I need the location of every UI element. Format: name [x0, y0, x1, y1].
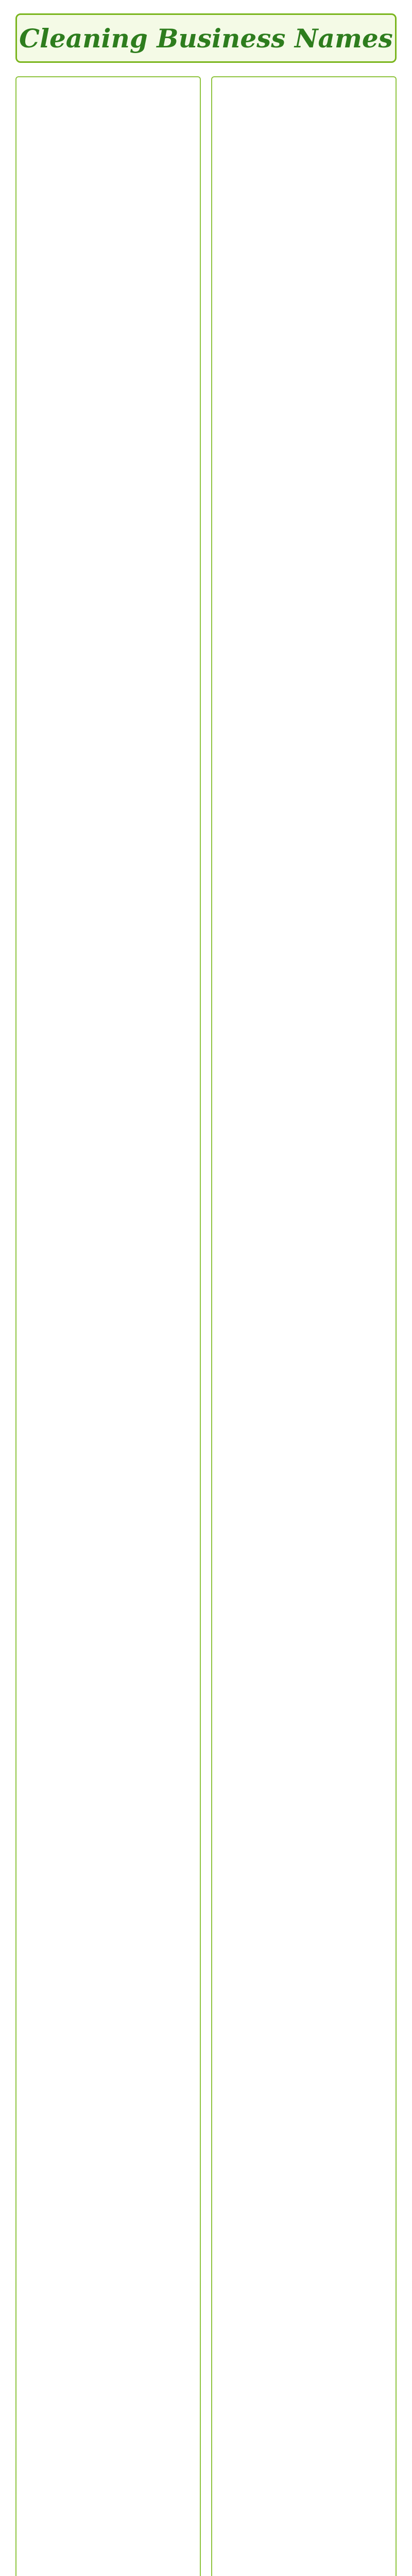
title-banner: [15, 13, 397, 63]
names-column-left: [15, 76, 201, 2576]
page-title: Cleaning Business Names: [19, 23, 393, 54]
names-column-right: [211, 76, 397, 2576]
names-columns: [15, 76, 397, 2576]
